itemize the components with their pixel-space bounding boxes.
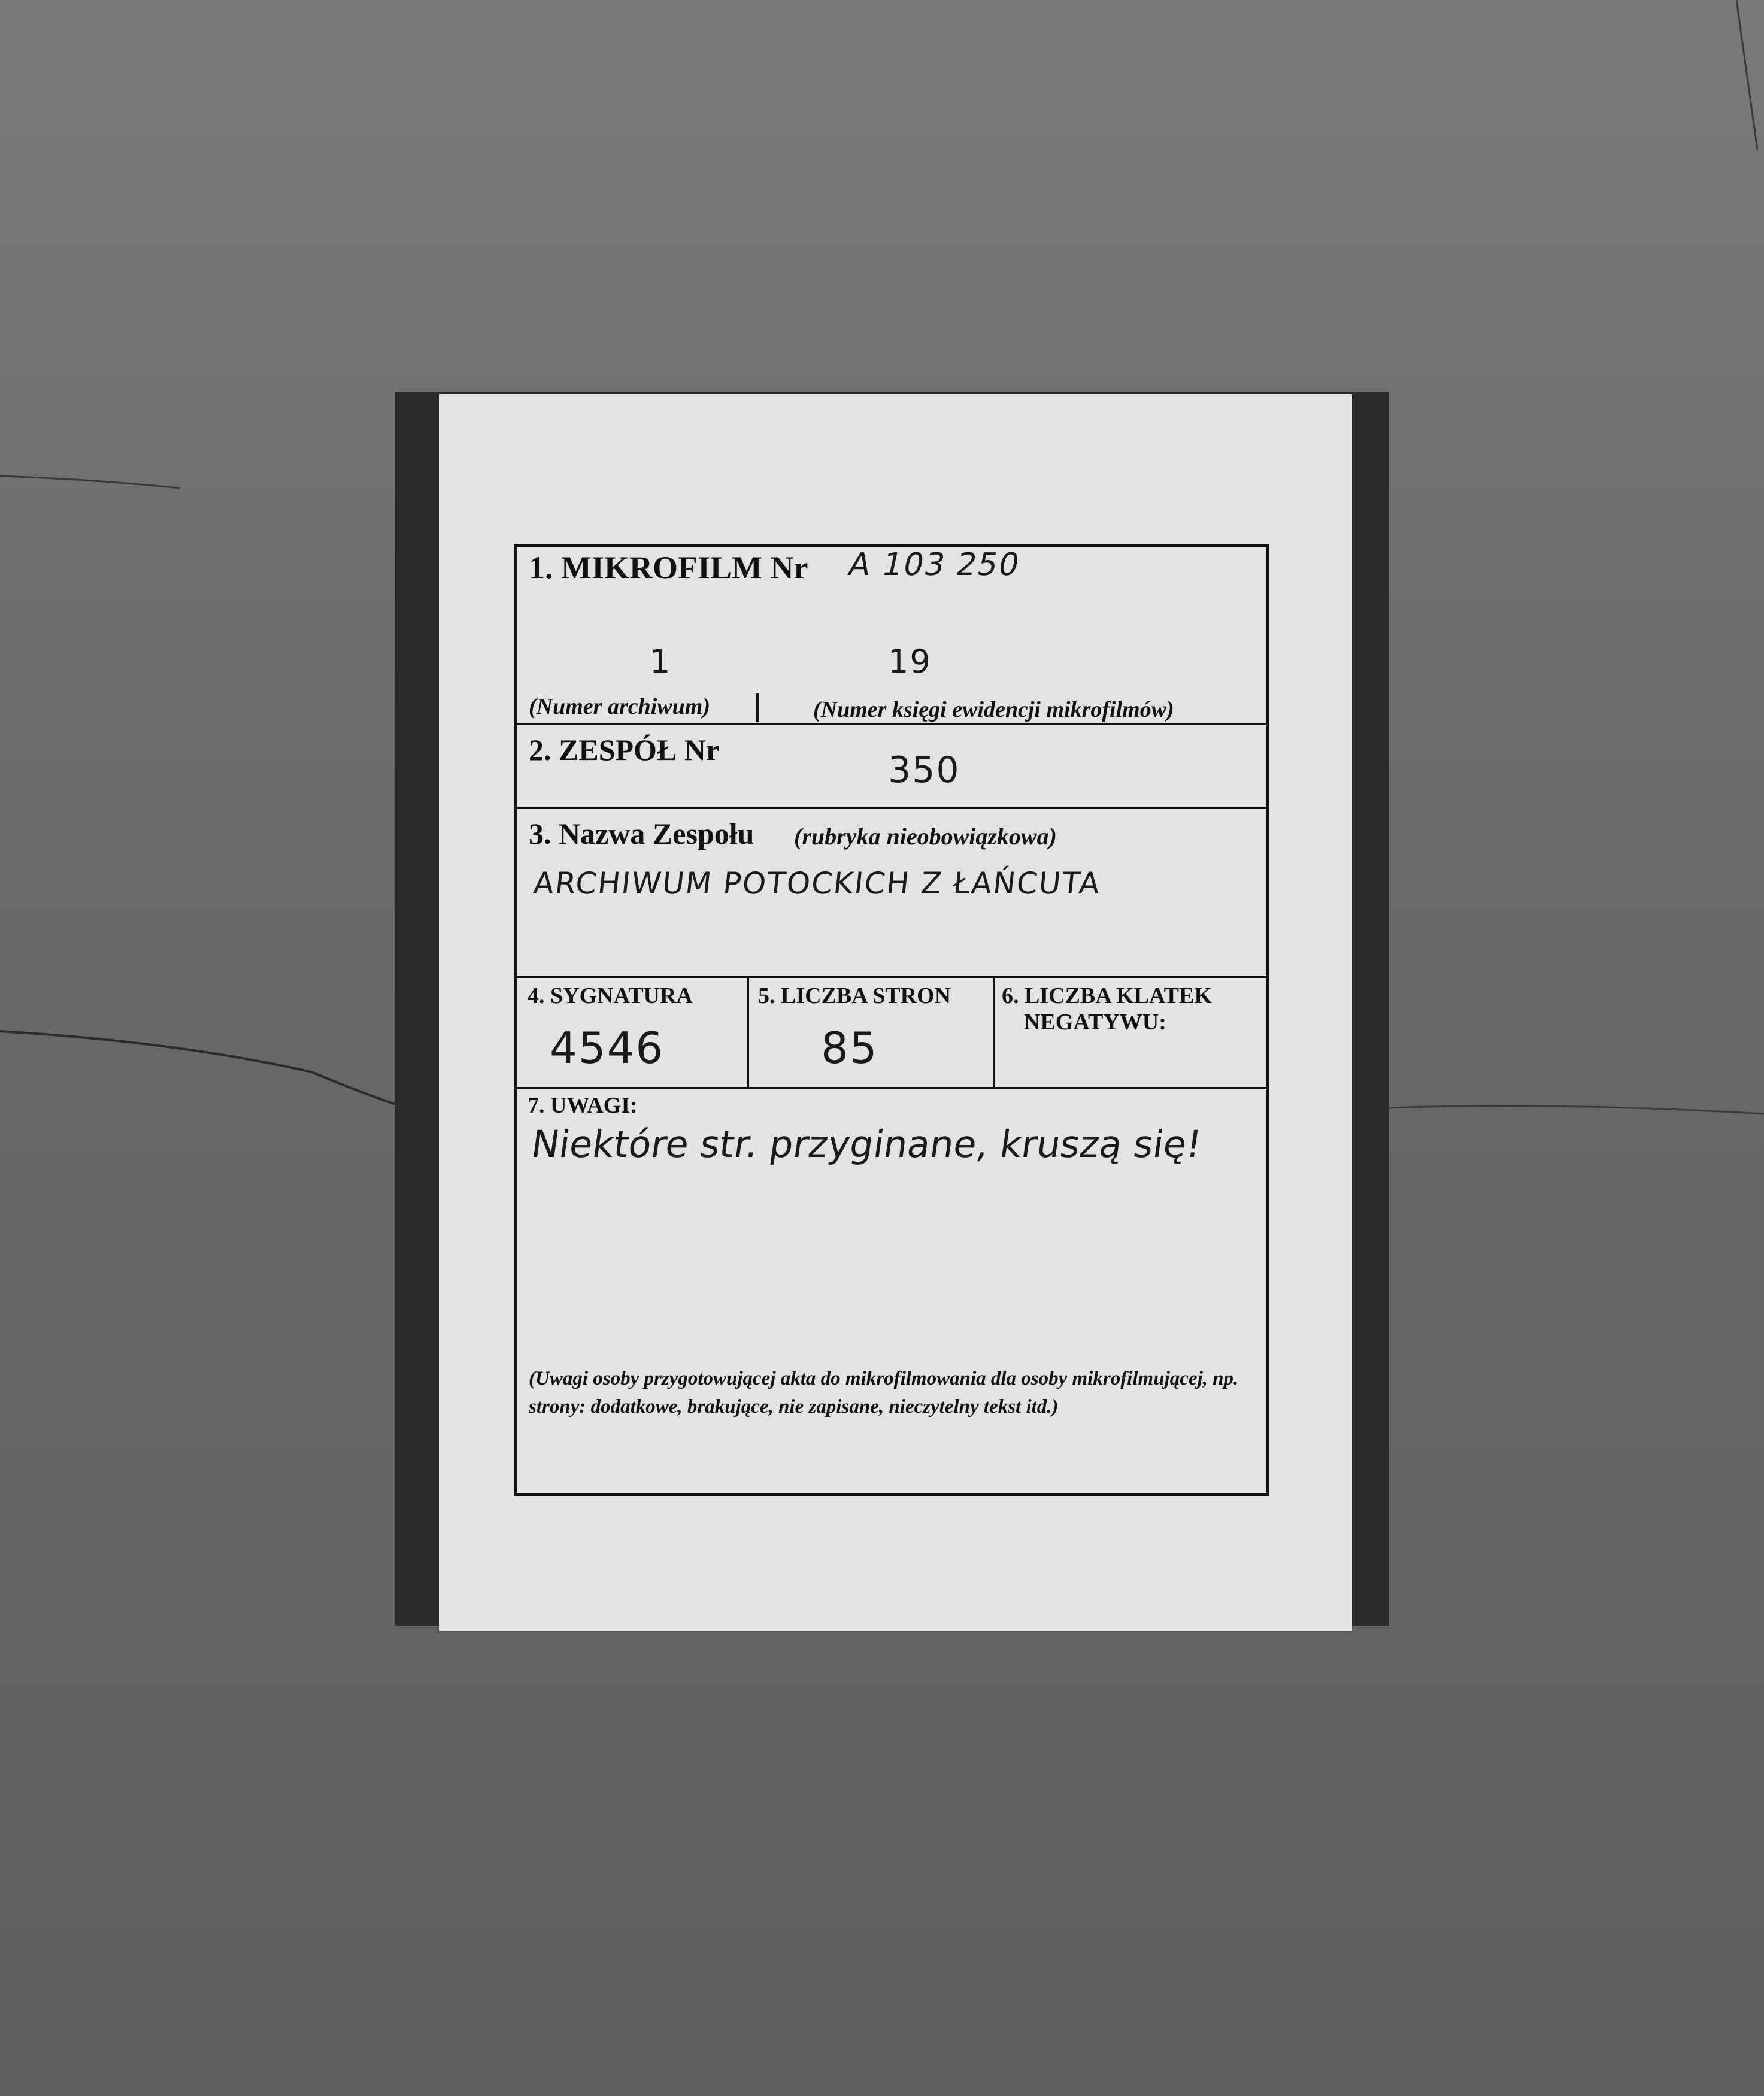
field1-label: 1. MIKROFILM Nr (529, 550, 808, 586)
field7-value: Niektóre str. przyginane, kruszą się! (528, 1122, 1205, 1166)
ledger-number-caption: (Numer księgi ewidencji mikrofilmów) (813, 697, 1174, 722)
section-signature-pages-frames (517, 978, 1266, 1089)
field5-label: 5. LICZBA STRON (758, 983, 951, 1008)
field5-value: 85 (821, 1023, 878, 1073)
section-remarks (517, 1089, 1266, 1493)
field2-value: 350 (888, 749, 960, 791)
field7-footnote: (Uwagi osoby przygotowującej akta do mikrofilmowania dla osoby mikrofilmującej, np. strony: dodatkowe, brakujące, nie zapisane, nieczytelny tekst itd.) (529, 1368, 1239, 1417)
section-fonds-name (517, 809, 1266, 978)
column-divider-2 (993, 978, 995, 1087)
caption-divider (756, 693, 759, 722)
field6-label-line1: 6. LICZBA KLATEK (1002, 983, 1212, 1008)
section-microfilm-number (517, 547, 1266, 725)
field7-label: 7. UWAGI: (528, 1093, 638, 1118)
field3-label: 3. Nazwa Zespołu (529, 817, 754, 850)
field3-value: ARCHIWUM POTOCKICH Z ŁAŃCUTA (531, 866, 1103, 901)
field4-value: 4546 (550, 1023, 665, 1073)
field1-value: A 103 250 (845, 547, 1024, 583)
archive-number-caption: (Numer archiwum) (529, 694, 710, 719)
field3-note: (rubryka nieobowiązkowa) (794, 823, 1057, 850)
field2-label: 2. ZESPÓŁ Nr (529, 733, 720, 767)
ledger-number-value: 19 (888, 643, 932, 680)
field4-label: 4. SYGNATURA (528, 983, 693, 1008)
field6-label-line2: NEGATYWU: (1024, 1010, 1166, 1035)
column-divider-1 (747, 978, 749, 1087)
microfilm-form (514, 544, 1269, 1496)
section-fonds-number (517, 725, 1266, 809)
archive-number-value: 1 (650, 643, 672, 680)
